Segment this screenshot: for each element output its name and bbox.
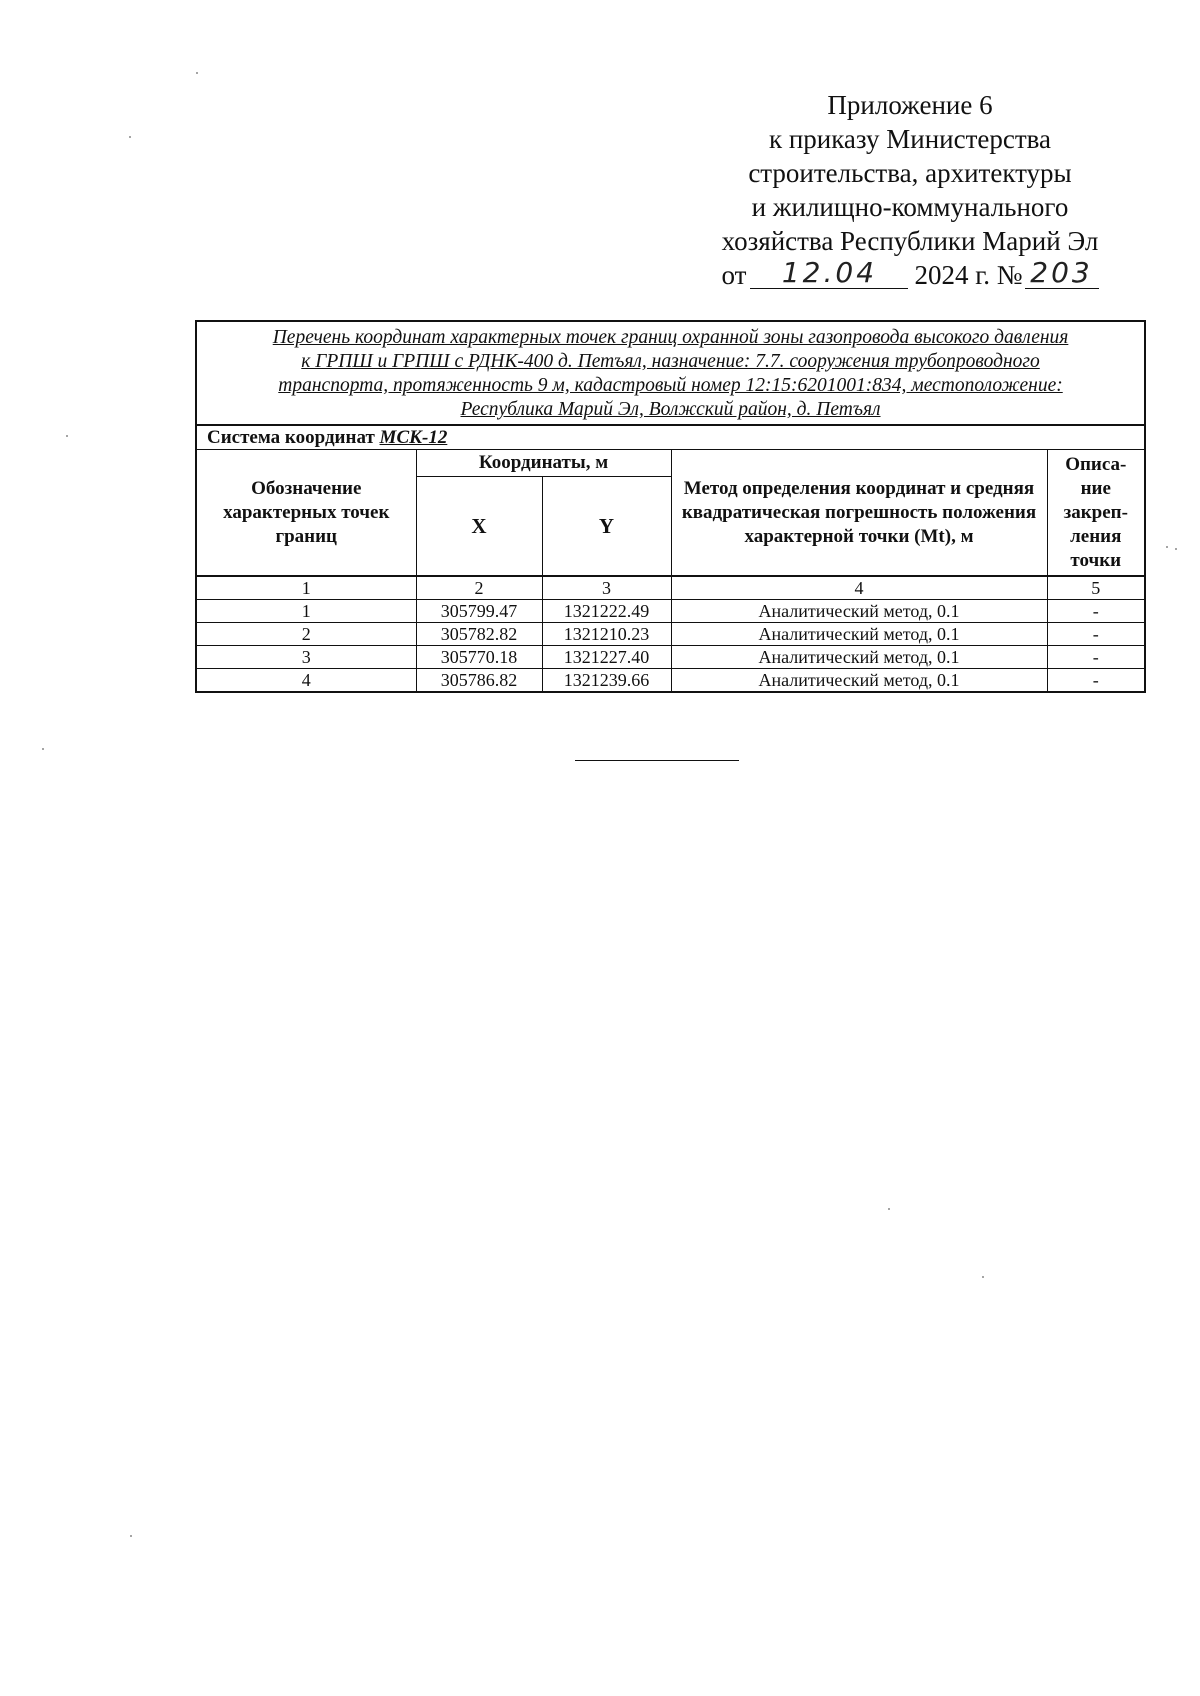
- method-cell: Аналитический метод, 0.1: [671, 646, 1047, 669]
- header-designation: Обозначение характерных точек границ: [196, 450, 416, 577]
- header-coordinates: Координаты, м: [416, 450, 671, 477]
- table-caption: Перечень координат характерных точек границ охранной зоны газопровода высокого давления к ГРПШ и ГРПШ с РДНК-400 д. Петъял, назначение: 7.7. сооружения трубопроводного транспорта, протяженность 9 м, кадастровый номер 12:15:6201001:834, местоположение: Республика Марий Эл, Волжский район, д. Петъял: [196, 321, 1145, 425]
- description-cell: -: [1047, 669, 1145, 693]
- description-cell: -: [1047, 623, 1145, 646]
- header-row-1: [196, 450, 1145, 477]
- order-year: 2024 г. №: [914, 260, 1023, 290]
- column-number: 2: [416, 576, 542, 600]
- end-divider: [575, 760, 739, 761]
- header-x: X: [416, 477, 542, 577]
- ministry-line-3: хозяйства Республики Марий Эл: [721, 226, 1099, 256]
- column-number: 3: [542, 576, 671, 600]
- ministry-line-1: строительства, архитектуры: [748, 158, 1072, 188]
- coord-y: 1321210.23: [542, 623, 671, 646]
- method-cell: Аналитический метод, 0.1: [671, 600, 1047, 623]
- table-row: [196, 646, 1145, 669]
- ministry-line-2: и жилищно-коммунального: [751, 192, 1069, 222]
- header-y: Y: [542, 477, 671, 577]
- table-row: [196, 623, 1145, 646]
- method-cell: Аналитический метод, 0.1: [671, 669, 1047, 693]
- column-number: 1: [196, 576, 416, 600]
- scan-speck: [888, 1208, 890, 1210]
- coord-x: 305770.18: [416, 646, 542, 669]
- method-cell: Аналитический метод, 0.1: [671, 623, 1047, 646]
- header-method: Метод определения координат и средняя квадратическая погрешность положения характерной точки (Mt), м: [671, 450, 1047, 577]
- description-cell: -: [1047, 646, 1145, 669]
- handwritten-date: 12.04: [750, 258, 908, 289]
- scan-speck: [1175, 548, 1177, 550]
- date-prefix: от: [721, 260, 747, 290]
- column-number: 4: [671, 576, 1047, 600]
- scan-speck: [42, 748, 44, 750]
- appendix-header: [690, 88, 1130, 292]
- scan-speck: [1166, 546, 1168, 548]
- scan-speck: [130, 1535, 132, 1537]
- scan-speck: [196, 72, 198, 74]
- caption-row: [196, 321, 1145, 425]
- point-id: 1: [196, 600, 416, 623]
- coord-x: 305786.82: [416, 669, 542, 693]
- coord-y: 1321222.49: [542, 600, 671, 623]
- header-description: Описа- ние закреп- ления точки: [1047, 450, 1145, 577]
- appendix-title: Приложение 6: [827, 90, 993, 120]
- column-number-row: [196, 576, 1145, 600]
- table-row: [196, 600, 1145, 623]
- point-id: 4: [196, 669, 416, 693]
- coordinate-system-value: МСК-12: [379, 426, 448, 448]
- point-id: 2: [196, 623, 416, 646]
- coordinate-system-row: [196, 425, 1145, 450]
- column-number: 5: [1047, 576, 1145, 600]
- table-row: [196, 669, 1145, 693]
- scan-speck: [66, 435, 68, 437]
- handwritten-order-number: 203: [1025, 258, 1099, 289]
- coord-y: 1321239.66: [542, 669, 671, 693]
- coord-x: 305799.47: [416, 600, 542, 623]
- point-id: 3: [196, 646, 416, 669]
- order-date-line: [690, 258, 1130, 292]
- coord-x: 305782.82: [416, 623, 542, 646]
- coordinates-table: [195, 320, 1146, 693]
- order-ref-line: к приказу Министерства: [768, 124, 1052, 154]
- description-cell: -: [1047, 600, 1145, 623]
- scan-speck: [129, 136, 131, 138]
- coordinate-system: Система координат МСК-12: [196, 425, 1145, 450]
- coord-y: 1321227.40: [542, 646, 671, 669]
- scan-speck: [982, 1276, 984, 1278]
